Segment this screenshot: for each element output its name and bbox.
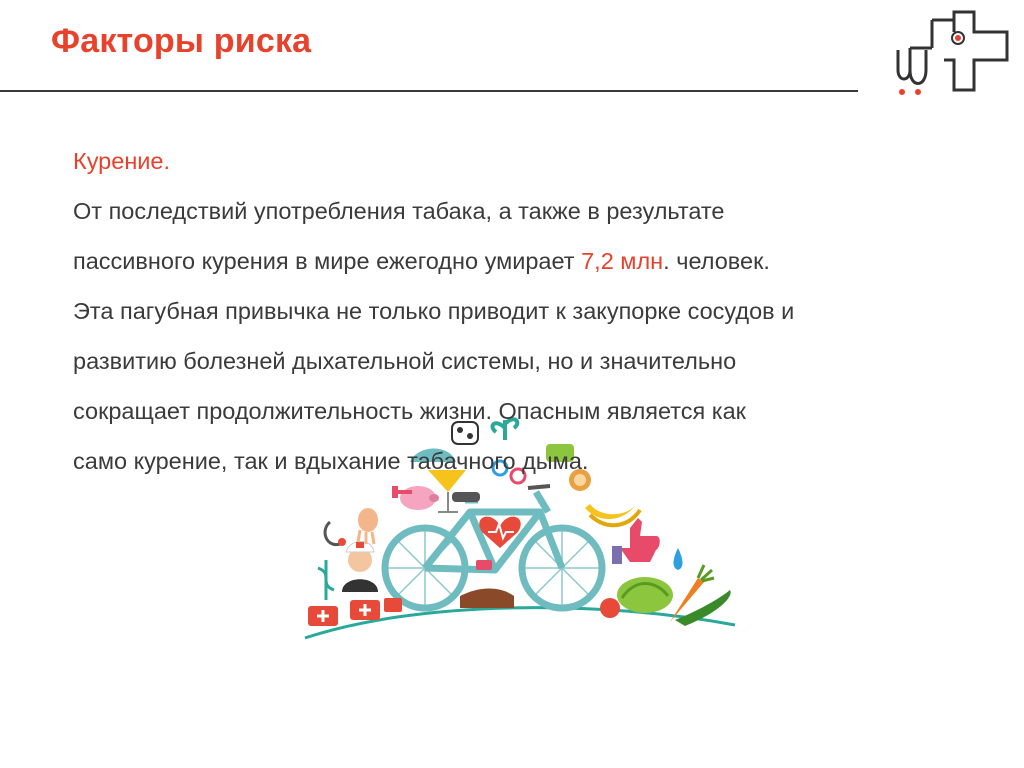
content-line-1: От последствий употребления табака, а также в результате (73, 198, 725, 224)
medical-cross-logo-icon (892, 10, 1010, 100)
content-line-2 (73, 236, 973, 286)
content-line-2-text: пассивного курения в мире ежегодно умирает (73, 248, 582, 274)
slide-content (73, 136, 973, 486)
death-count-highlight: 7,2 млн (581, 248, 664, 274)
content-line-4: развитию болезней дыхательной системы, но и значительно (73, 348, 737, 374)
title-divider (0, 90, 858, 92)
slide-title: Факторы риска (51, 22, 312, 60)
content-line-6: само курение, так и вдыхание табачного дыма. (73, 448, 589, 474)
content-line-2-tail: . человек. (663, 248, 770, 274)
content-heading: Курение. (73, 148, 171, 174)
content-line-5: сокращает продолжительность жизни. Опасным является как (73, 398, 746, 424)
content-line-3: Эта пагубная привычка не только приводит к закупорке сосудов и (73, 298, 795, 324)
